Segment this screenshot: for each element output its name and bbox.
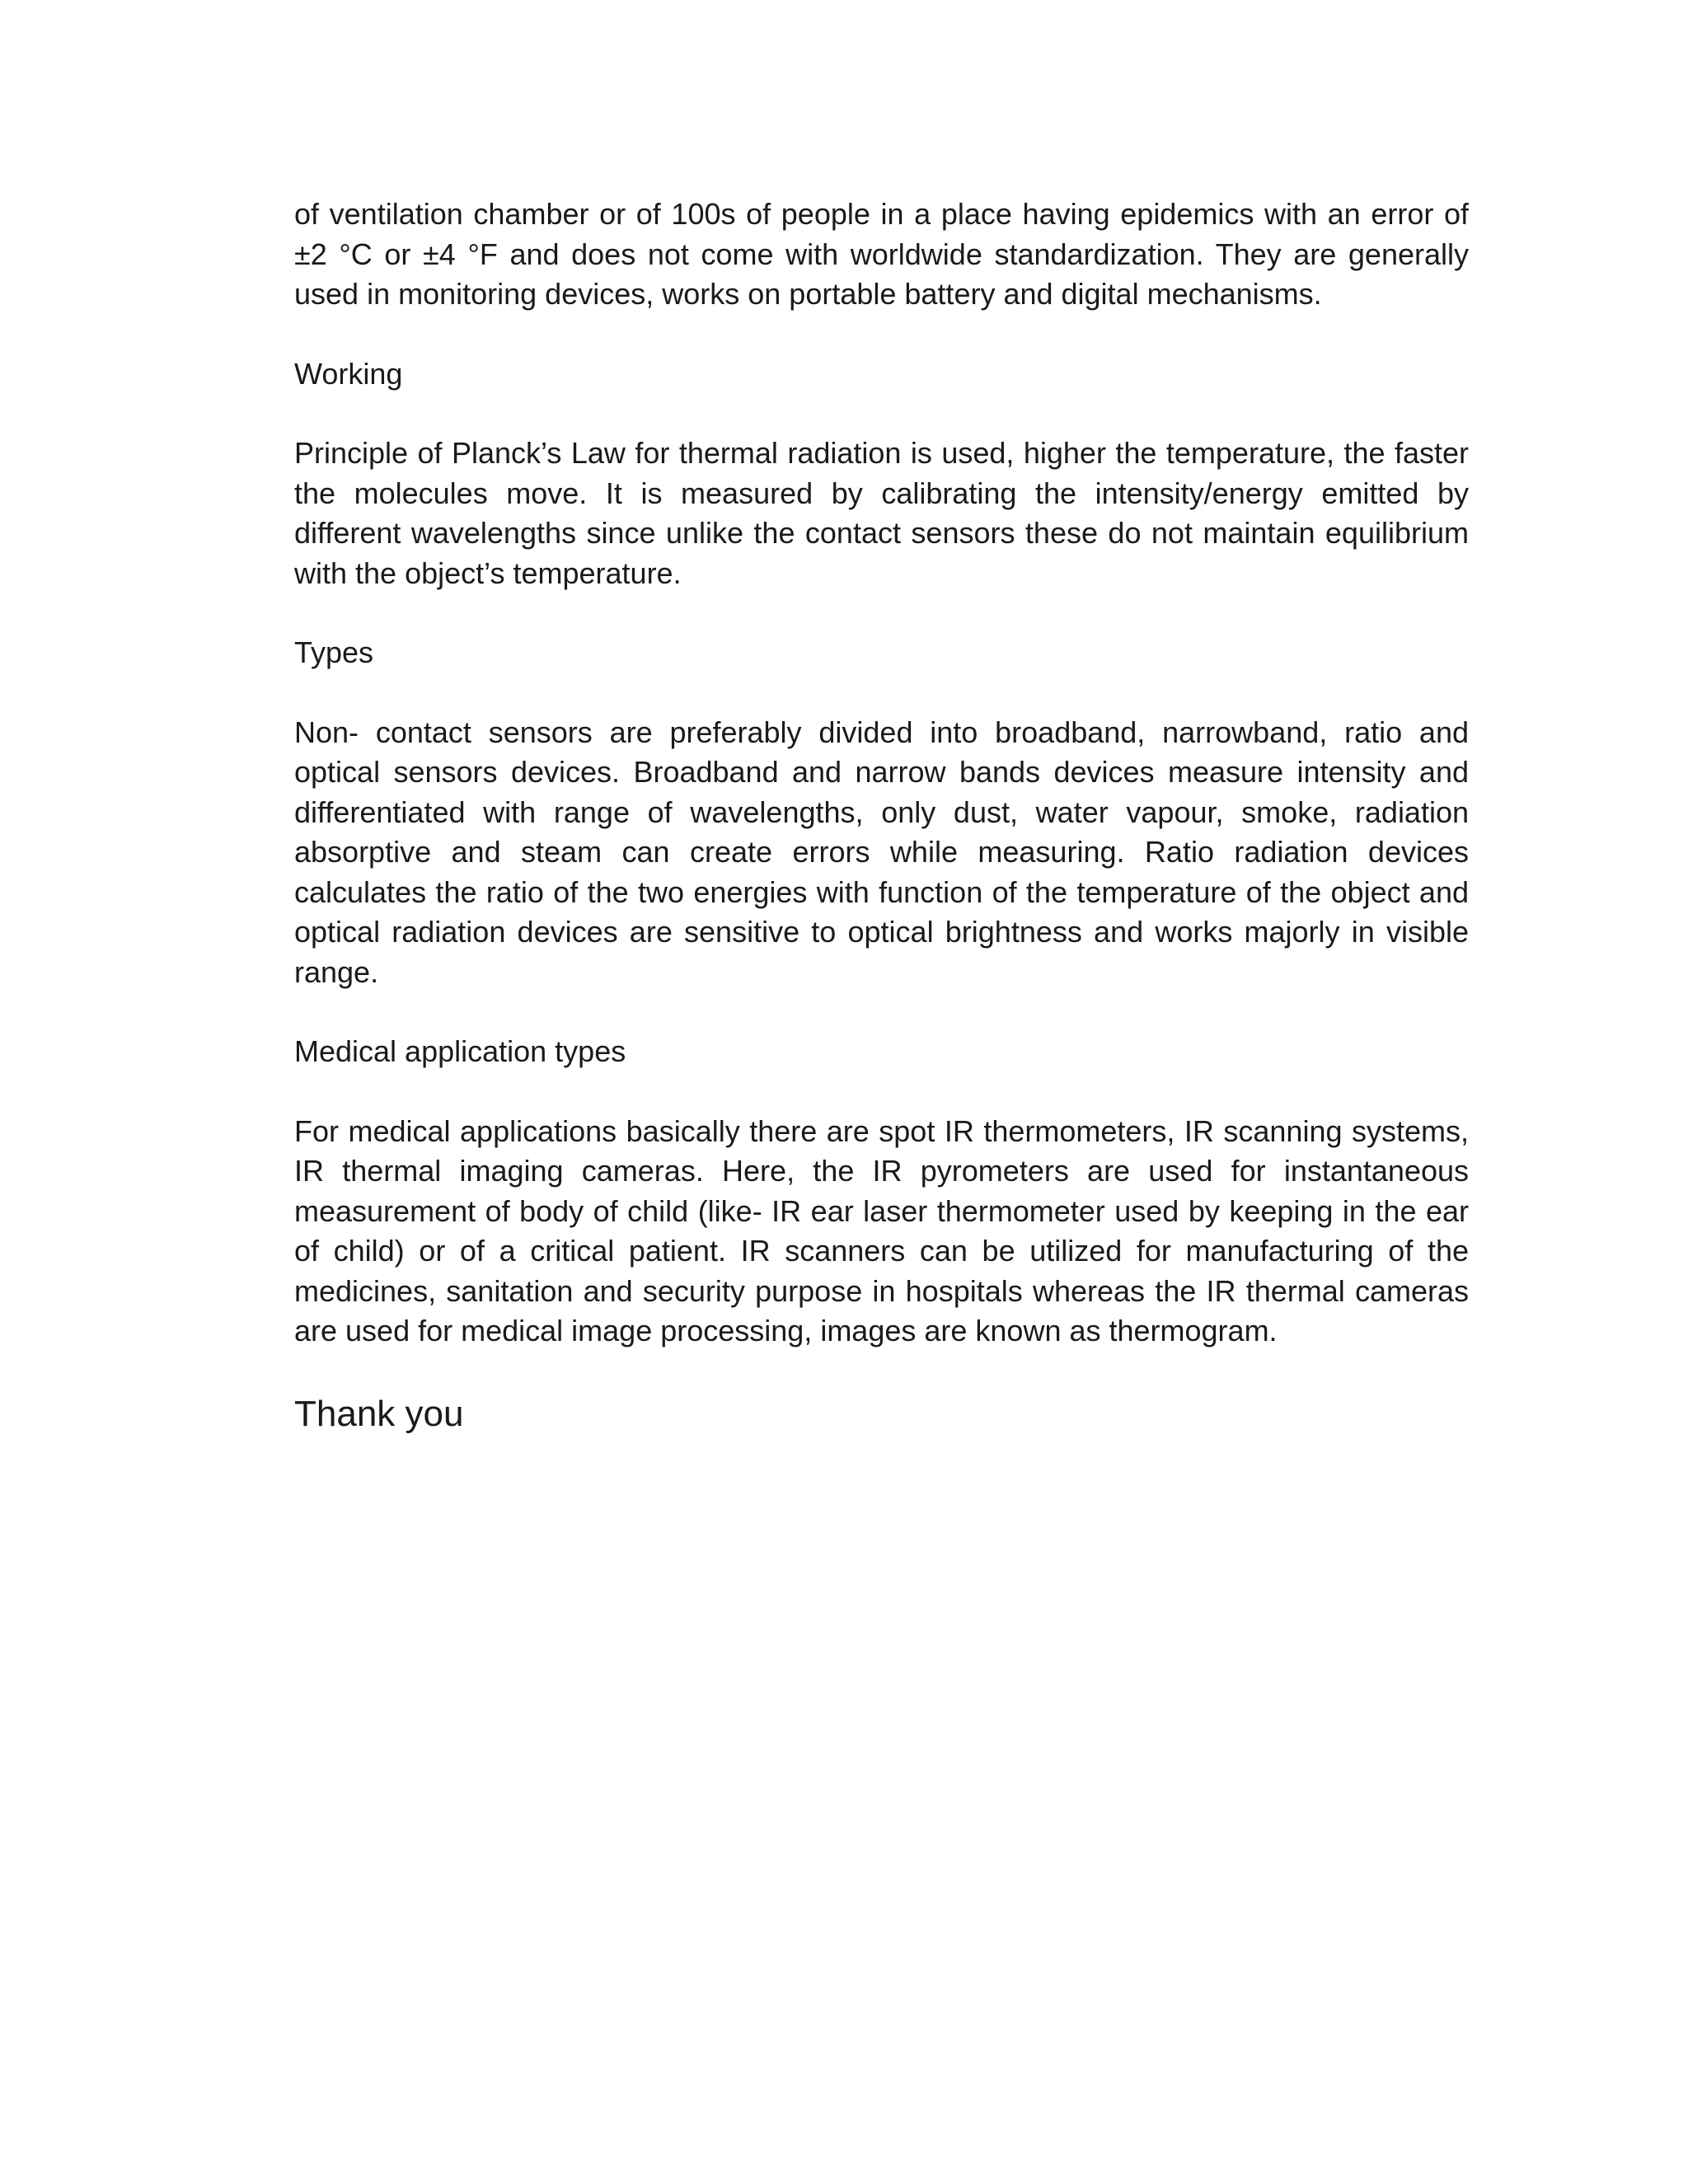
intro-paragraph: of ventilation chamber or of 100s of people in a place having epidemics with an error of ±2 °C or ±4 °F and does not come with worldwide standardization. They are generally used in monitoring devices, works on portable battery and digital mechanisms. (294, 197, 1469, 311)
section-heading: Types (294, 635, 374, 669)
document-body (294, 194, 1469, 1437)
section-medical-application-types (294, 1032, 1469, 1352)
section-paragraph: Principle of Planck’s Law for thermal radiation is used, higher the temperature, the faster the molecules move. It is measured by calibrating the intensity/energy emitted by different wavelengths since unlike the contact sensors these do not maintain equilibrium with the object’s temperature. (294, 436, 1469, 590)
section-paragraph: Non- contact sensors are preferably divided into broadband, narrowband, ratio and optical sensors devices. Broadband and narrow bands devices measure intensity and differentiated with range of wavelengths, only dust, water vapour, smoke, radiation absorptive and steam can create errors while measuring. Ratio radiation devices calculates the ratio of the two energies with function of the temperature of the object and optical radiation devices are sensitive to optical brightness and works majorly in visible range. (294, 715, 1469, 989)
section-heading: Working (294, 356, 403, 391)
section-types (294, 633, 1469, 992)
section-heading: Medical application types (294, 1034, 626, 1068)
closing-text: Thank you (294, 1393, 464, 1434)
section-working (294, 354, 1469, 594)
section-paragraph: For medical applications basically there are spot IR thermometers, IR scanning systems, IR thermal imaging cameras. Here, the IR pyrometers are used for instantaneous measurement of body of child (like- IR ear laser thermometer used by keeping in the ear of child) or of a critical patient. IR scanners can be utilized for manufacturing of the medicines, sanitation and security purpose in hospitals whereas the IR thermal cameras are used for medical image processing, images are known as thermogram. (294, 1113, 1469, 1347)
